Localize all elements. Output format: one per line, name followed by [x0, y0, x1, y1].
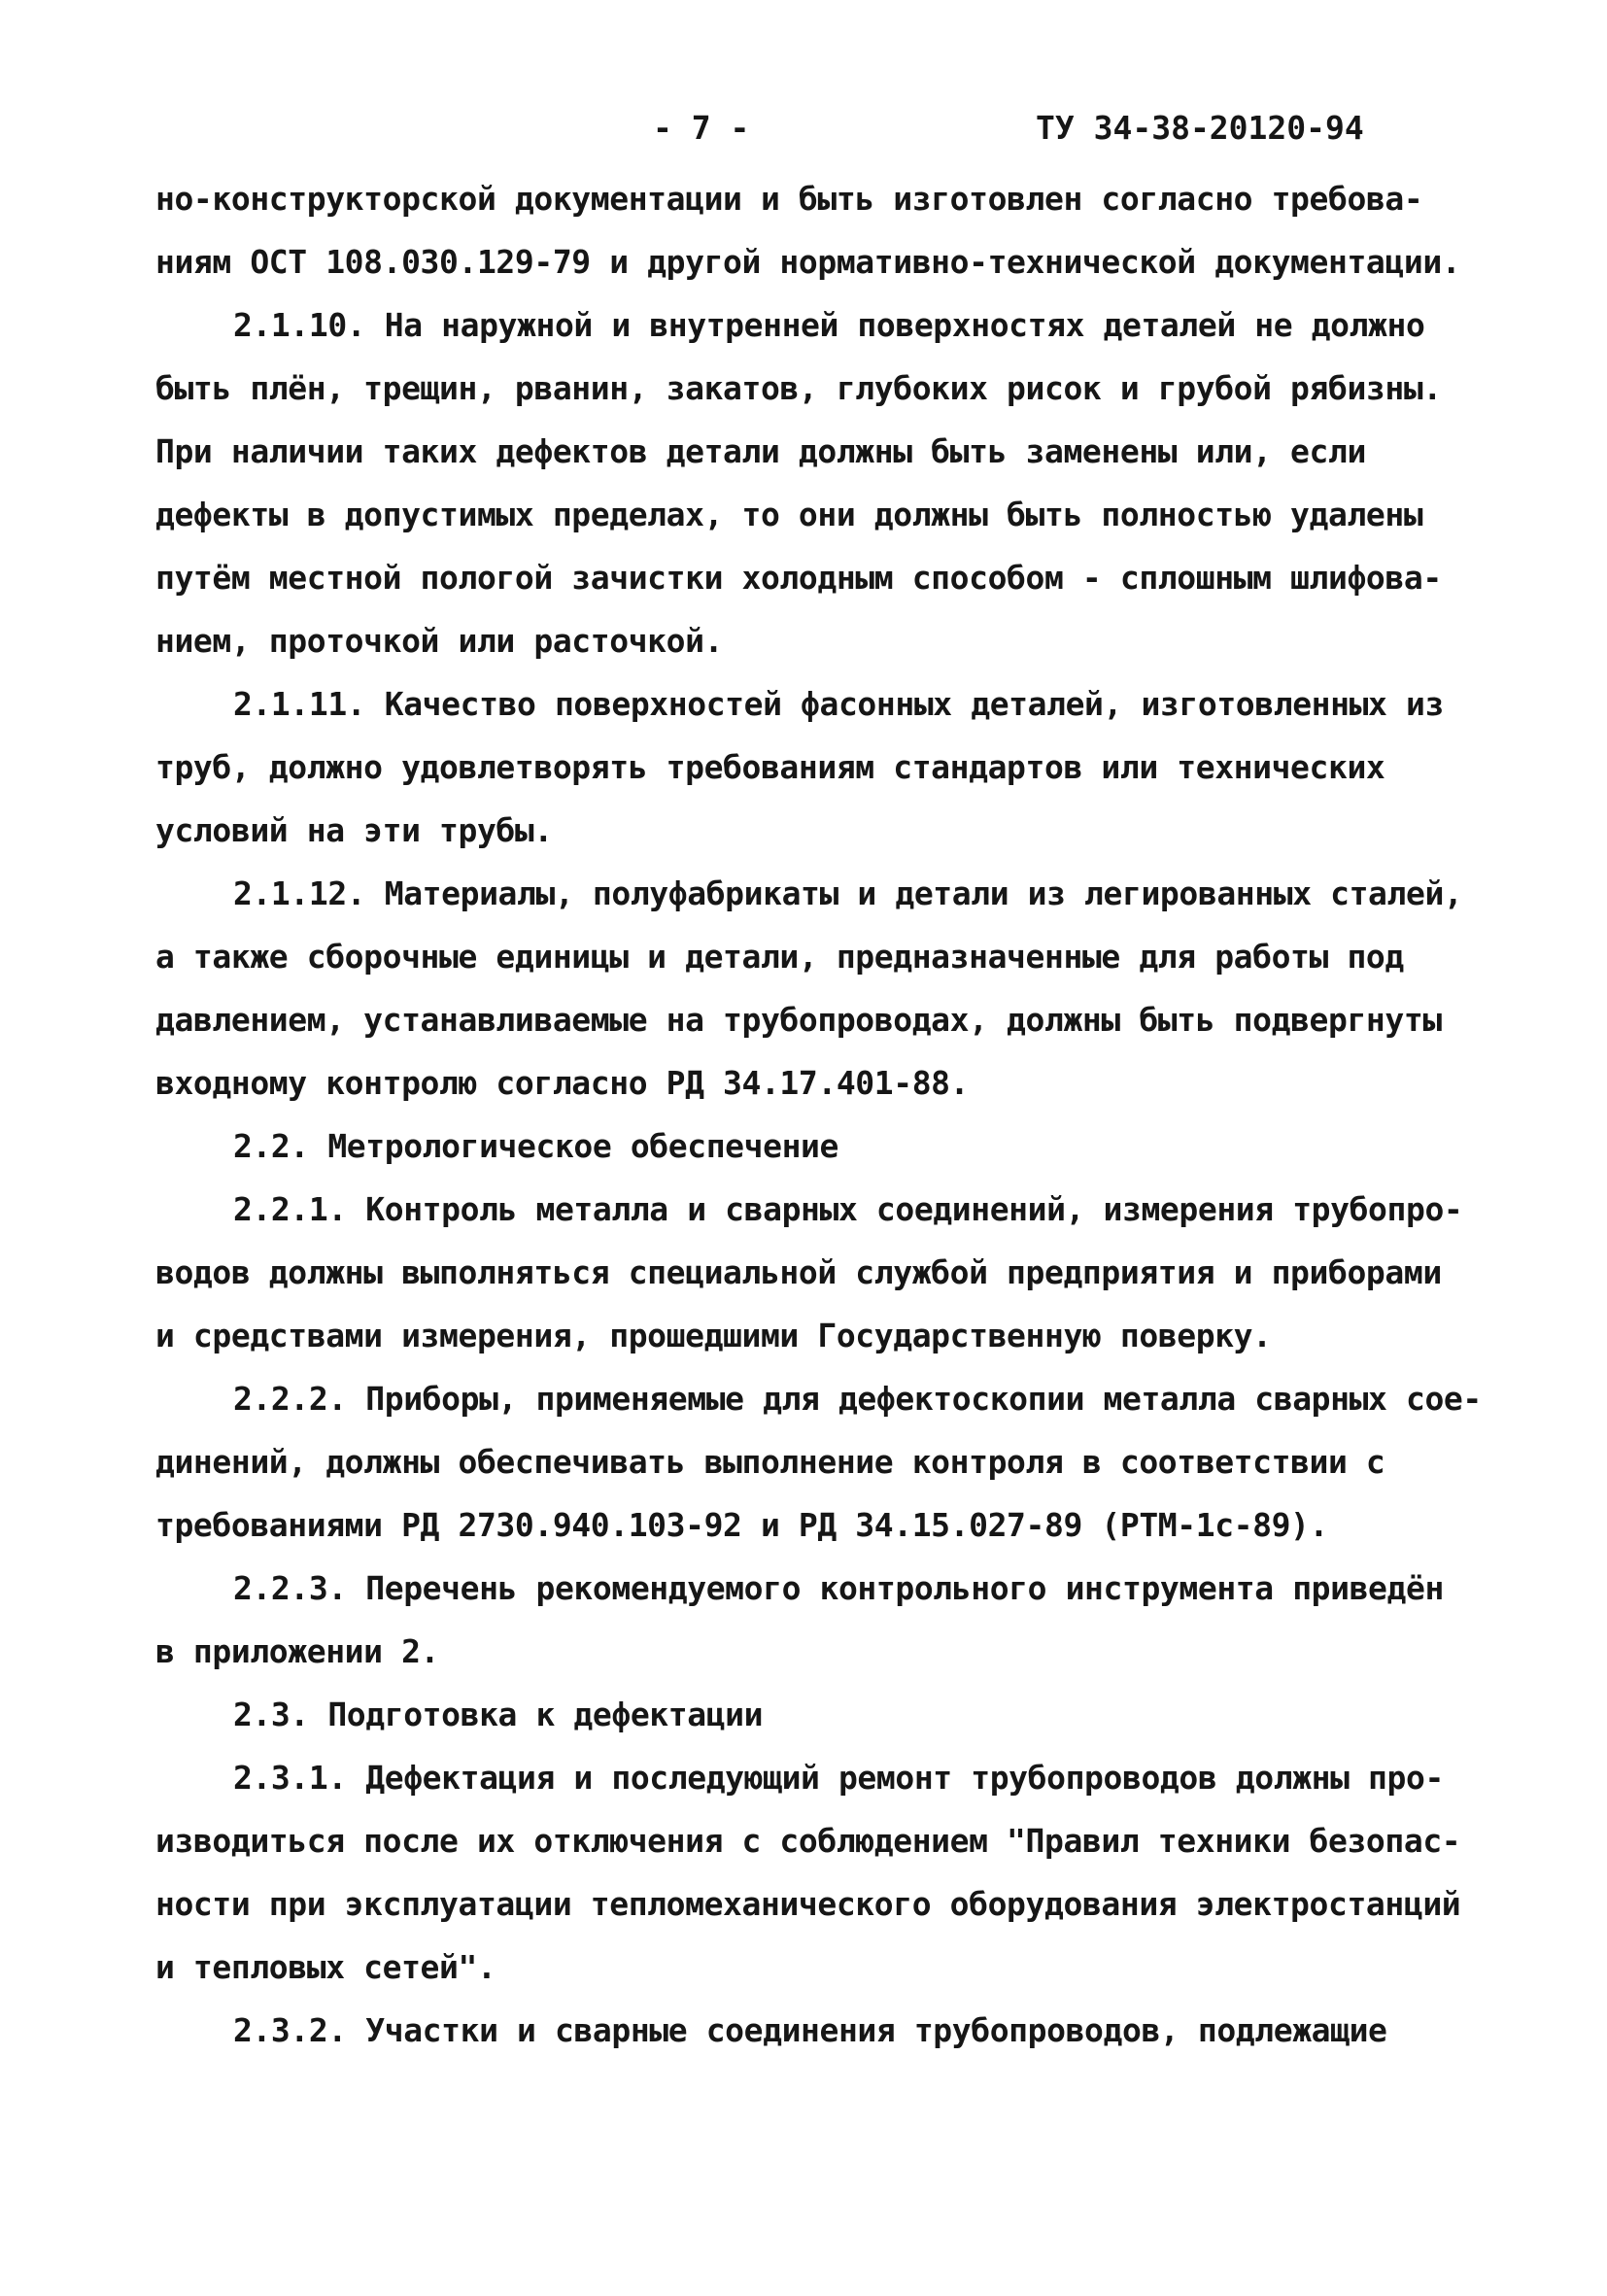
text-line: 2.1.10. На наружной и внутренней поверхностях деталей не должно [233, 306, 1425, 344]
text-line: 2.3.1. Дефектация и последующий ремонт трубопроводов должны про- [233, 1759, 1444, 1797]
text-line: и тепловых сетей". [155, 1948, 496, 1986]
text-line: 2.1.11. Качество поверхностей фасонных деталей, изготовленных из [233, 685, 1444, 723]
text-line: 2.2. Метрологическое обеспечение [233, 1127, 838, 1165]
text-line: нием, проточкой или расточкой. [155, 622, 724, 660]
text-line: 2.3. Подготовка к дефектации [233, 1696, 764, 1733]
text-line: дефекты в допустимых пределах, то они должны быть полностью удалены [155, 496, 1423, 533]
text-line: ности при эксплуатации тепломеханического оборудования электростанций [155, 1885, 1461, 1923]
page-number: - 7 - [653, 109, 750, 147]
text-line: условий на эти трубы. [155, 811, 553, 849]
text-line: требованиями РД 2730.940.103-92 и РД 34.15.027-89 (РТМ-1с-89). [155, 1506, 1328, 1544]
text-line: давлением, устанавливаемые на трубопроводах, должны быть подвергнуты [155, 1001, 1442, 1039]
text-line: в приложении 2. [155, 1632, 440, 1670]
text-line: 2.2.1. Контроль металла и сварных соединений, измерения трубопро- [233, 1190, 1463, 1228]
text-line: динений, должны обеспечивать выполнение контроля в соответствии с [155, 1443, 1385, 1481]
text-line: 2.3.2. Участки и сварные соединения трубопроводов, подлежащие [233, 2011, 1387, 2049]
text-line: изводиться после их отключения с соблюдением "Правил техники безопас- [155, 1822, 1461, 1860]
text-line: быть плён, трещин, рванин, закатов, глубоких рисок и грубой рябизны. [155, 369, 1442, 407]
text-line: 2.2.2. Приборы, применяемые для дефектоскопии металла сварных сое- [233, 1380, 1482, 1418]
document-body [155, 167, 1516, 2062]
text-line: путём местной пологой зачистки холодным способом - сплошным шлифова- [155, 559, 1442, 597]
text-line: и средствами измерения, прошедшими Государственную поверку. [155, 1317, 1272, 1354]
text-line: входному контролю согласно РД 34.17.401-88. [155, 1064, 970, 1102]
text-line: ниям ОСТ 108.030.129-79 и другой нормативно-технической документации. [155, 243, 1461, 281]
text-line: водов должны выполняться специальной службой предприятия и приборами [155, 1253, 1442, 1291]
page-header [0, 109, 1607, 157]
text-line: 2.2.3. Перечень рекомендуемого контрольного инструмента приведён [233, 1569, 1444, 1607]
text-line: а также сборочные единицы и детали, предназначенные для работы под [155, 938, 1404, 976]
document-code: ТУ 34-38-20120-94 [1036, 109, 1364, 147]
text-line: При наличии таких дефектов детали должны быть заменены или, если [155, 432, 1366, 470]
text-line: но-конструкторской документации и быть изготовлен согласно требова- [155, 180, 1423, 218]
text-line: труб, должно удовлетворять требованиям стандартов или технических [155, 748, 1385, 786]
text-line: 2.1.12. Материалы, полуфабрикаты и детали из легированных сталей, [233, 874, 1463, 912]
